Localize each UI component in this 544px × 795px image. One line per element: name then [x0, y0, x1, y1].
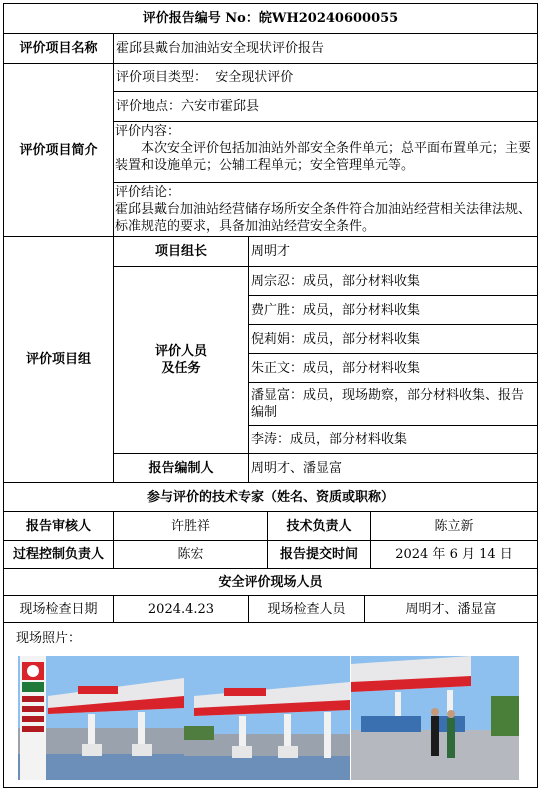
project-type-row: [113, 63, 538, 92]
member-item: 李涛：成员，部分材料收集: [248, 425, 538, 454]
conclusion-label: 评价结论：: [115, 185, 181, 200]
location-label: 评价地点：: [116, 99, 182, 114]
inspection-date-value: 2024.4.23: [113, 595, 249, 623]
project-type-value: 安全现状评价: [215, 70, 294, 85]
conclusion-row: [113, 182, 538, 237]
content-row: [113, 121, 538, 183]
project-type-label: 评价项目类型：: [116, 70, 208, 85]
leader-label: 项目组长: [113, 236, 249, 267]
inspection-staff-value: 周明才、潘显富: [364, 595, 538, 623]
report-number-header: [3, 3, 538, 34]
experts-title: 参与评价的技术专家（姓名、资质或职称）: [3, 482, 538, 512]
member-item: 朱正文：成员，部分材料收集: [248, 353, 538, 383]
members-label-line2: 及任务: [161, 361, 201, 376]
editor-label: 报告编制人: [113, 453, 249, 483]
member-item: 周宗忍：成员，部分材料收集: [248, 266, 538, 296]
onsite-title: 安全评价现场人员: [3, 568, 538, 596]
project-name-value: 霍邱县戴台加油站安全现状评价报告: [113, 33, 538, 64]
location-value: 六安市霍邱县: [181, 99, 260, 114]
member-item: 费广胜：成员，部分材料收集: [248, 295, 538, 325]
process-control-label: 过程控制负责人: [3, 540, 114, 569]
editor-value: 周明才、潘显富: [248, 453, 538, 483]
onsite-photos-cell: [3, 622, 538, 788]
conclusion-value: 霍邱县戴台加油站经营储存场所安全条件符合加油站经营相关法律法规、标准规范的要求，具备加油站经营安全条件。: [115, 202, 532, 234]
project-intro-label: 评价项目简介: [3, 63, 114, 237]
member-item: 倪莉娟：成员，部分材料收集: [248, 324, 538, 354]
tech-lead-value: 陈立新: [370, 511, 538, 541]
report-number-label: 评价报告编号 No：: [142, 11, 259, 26]
evaluation-report-sheet: [4, 4, 538, 788]
location-row: [113, 91, 538, 122]
project-name-label: 评价项目名称: [3, 33, 114, 64]
content-value: 本次安全评价包括加油站外部安全条件单元；总平面布置单元；主要装置和设施单元；公辅工程单元；安全管理单元等。: [115, 141, 532, 173]
members-label-line1: 评价人员: [154, 344, 207, 359]
submit-time-value: 2024 年 6 月 14 日: [370, 540, 538, 569]
inspection-staff-label: 现场检查人员: [248, 595, 365, 623]
photos-label: 现场照片：: [16, 631, 82, 646]
process-control-value: 陈宏: [113, 540, 268, 569]
inspection-date-label: 现场检查日期: [3, 595, 114, 623]
tech-lead-label: 技术负责人: [267, 511, 371, 541]
submit-time-label: 报告提交时间: [267, 540, 371, 569]
reviewer-label: 报告审核人: [3, 511, 114, 541]
team-label: 评价项目组: [3, 236, 114, 483]
report-number-value: 皖WH20240600055: [258, 11, 399, 26]
content-label: 评价内容：: [115, 124, 181, 139]
photo-station-front: [184, 656, 350, 780]
photo-station-front-left: [18, 656, 184, 780]
members-label: [113, 266, 249, 454]
reviewer-value: 许胜祥: [113, 511, 268, 541]
photo-station-with-inspectors: [351, 656, 519, 780]
leader-value: 周明才: [248, 236, 538, 267]
member-item: 潘显富：成员，现场勘察，部分材料收集、报告编制: [248, 382, 538, 426]
